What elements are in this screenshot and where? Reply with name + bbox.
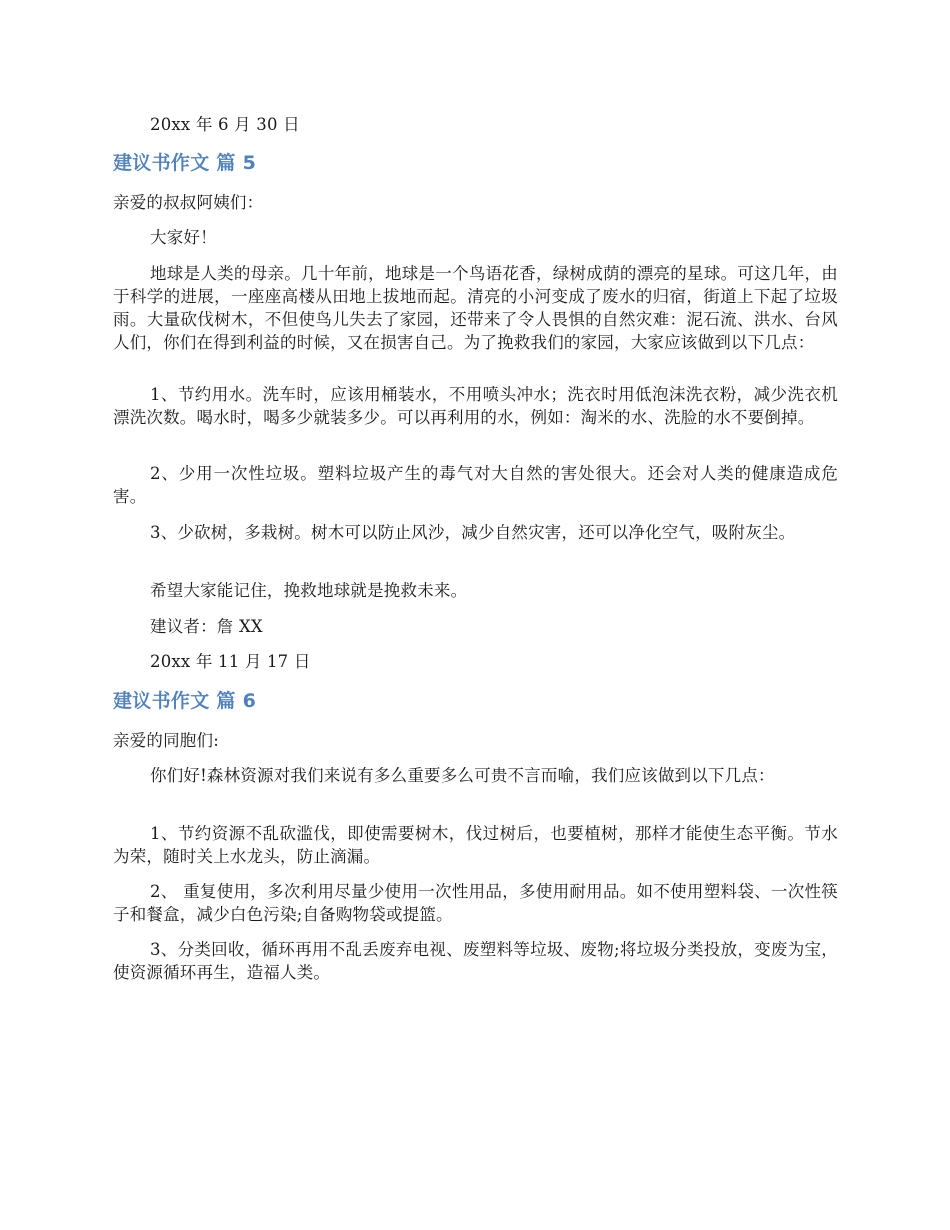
- signer-line: 建议者：詹 XX: [150, 617, 263, 636]
- body-paragraph: 地球是人类的母亲。几十年前，地球是一个鸟语花香，绿树成荫的漂亮的星球。可这几年，由于科学的进展，一座座高楼从田地上拔地而起。清亮的小河变成了废水的归宿，街道上下起了垃圾雨。大量砍伐树木，不但使鸟儿失去了家园，还带来了令人畏惧的自然灾难：泥石流、洪水、台风人们，你们在得到利益的时候，又在损害自己。为了挽救我们的家园，大家应该做到以下几点：: [113, 264, 838, 352]
- list-item: 1、节约资源不乱砍滥伐，即使需要树木，伐过树后，也要植树，那样才能使生态平衡。节水为荣，随时关上水龙头，防止滴漏。: [113, 824, 838, 866]
- section-heading-5: 建议书作文 篇 5: [113, 152, 257, 174]
- greeting: 大家好！: [150, 228, 217, 247]
- section-heading-6: 建议书作文 篇 6: [113, 690, 257, 712]
- date-line: 20xx 年 11 月 17 日: [150, 652, 311, 671]
- list-item: 2、少用一次性垃圾。塑料垃圾产生的毒气对大自然的害处很大。还会对人类的健康造成危害。: [113, 464, 838, 506]
- body-paragraph: 你们好!森林资源对我们来说有多么重要多么可贵不言而喻，我们应该做到以下几点：: [150, 766, 775, 785]
- salutation: 亲爱的同胞们:: [113, 731, 219, 750]
- closing-line: 希望大家能记住，挽救地球就是挽救未来。: [150, 581, 468, 600]
- list-item: 3、分类回收，循环再用不乱丢废弃电视、废塑料等垃圾、废物;将垃圾分类投放，变废为宝，使资源循环再生，造福人类。: [113, 940, 838, 982]
- salutation: 亲爱的叔叔阿姨们：: [113, 193, 264, 212]
- date-line: 20xx 年 6 月 30 日: [150, 115, 300, 134]
- list-item: 3、少砍树，多栽树。树木可以防止风沙，减少自然灾害，还可以净化空气，吸附灰尘。: [150, 523, 796, 542]
- list-item: 2、 重复使用，多次利用尽量少使用一次性用品，多使用耐用品。如不使用塑料袋、一次性筷子和餐盒，减少白色污染;自备购物袋或提篮。: [113, 882, 838, 924]
- list-item: 1、节约用水。洗车时，应该用桶装水，不用喷头冲水；洗衣时用低泡沫洗衣粉，减少洗衣机漂洗次数。喝水时，喝多少就装多少。可以再利用的水，例如：淘米的水、洗脸的水不要倒掉。: [113, 385, 838, 427]
